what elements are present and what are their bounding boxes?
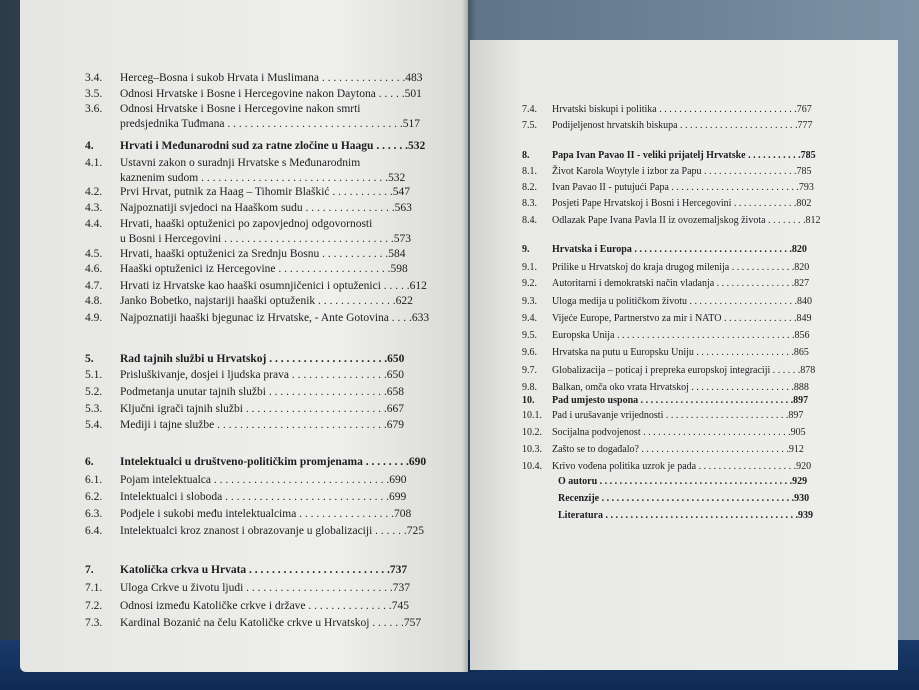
entry-number: 4.4. <box>85 218 103 230</box>
entry-number: 3.4. <box>85 72 103 84</box>
entry-number: 8.2. <box>522 182 537 193</box>
entry-title: Ključni igrači tajnih službi . . . . . . . . . . . . . . . . . . . . . . . . .667 <box>120 403 404 415</box>
entry-title: Uloga medija u političkom životu . . . . . . . . . . . . . . . . . . . . . .840 <box>552 296 812 307</box>
entry-number: 3.6. <box>85 103 103 115</box>
entry-title: Odnosi Hrvatske i Bosne i Hercegovine nakon Daytona . . . . .501 <box>120 88 422 100</box>
entry-number: 9.7. <box>522 365 537 376</box>
entry-title: Balkan, omča oko vrata Hrvatskoj . . . . . . . . . . . . . . . . . . . . .888 <box>552 382 809 393</box>
left-page <box>20 0 468 672</box>
entry-title: Uloga Crkve u životu ljudi . . . . . . . . . . . . . . . . . . . . . . . . . .737 <box>120 582 411 594</box>
entry-title: Intelektualci i sloboda . . . . . . . . . . . . . . . . . . . . . . . . . . . . .699 <box>120 491 407 503</box>
entry-number: 4.2. <box>85 186 103 198</box>
entry-number: 4.7. <box>85 280 103 292</box>
entry-title: Odnosi Hrvatske i Bosne i Hercegovine nakon smrti <box>120 103 361 115</box>
right-toc <box>470 40 898 670</box>
entry-number: 9.2. <box>522 278 537 289</box>
entry-title: Vijeće Europe, Partnerstvo za mir i NATO . . . . . . . . . . . . . . .849 <box>552 313 812 324</box>
entry-number: 9.5. <box>522 330 537 341</box>
entry-title: Pad i urušavanje vrijednosti . . . . . . . . . . . . . . . . . . . . . . . . .897 <box>552 410 804 421</box>
entry-number: 4.1. <box>85 157 103 169</box>
entry-title: Socijalna podvojenost . . . . . . . . . . . . . . . . . . . . . . . . . . . . . .905 <box>552 427 806 438</box>
entry-number: 5.1. <box>85 369 103 381</box>
entry-title: Hrvati, haaški optuženici po zapovjednoj odgovornosti <box>120 218 373 230</box>
entry-number: 9. <box>522 244 530 255</box>
entry-number: 6.2. <box>85 491 103 503</box>
entry-number: 8.1. <box>522 166 537 177</box>
entry-number: 7.2. <box>85 600 103 612</box>
entry-title: Ustavni zakon o suradnji Hrvatske s Međunarodnim <box>120 157 361 169</box>
entry-title: u Bosni i Hercegovini . . . . . . . . . . . . . . . . . . . . . . . . . . . . . .573 <box>120 233 411 245</box>
entry-number: 3.5. <box>85 88 103 100</box>
entry-title: Mediji i tajne službe . . . . . . . . . . . . . . . . . . . . . . . . . . . . . .679 <box>120 419 404 431</box>
entry-number: 4. <box>85 140 94 152</box>
entry-title: Podjele i sukobi među intelektualcima . . . . . . . . . . . . . . . . .708 <box>120 508 412 520</box>
entry-title: Hrvati iz Hrvatske kao haaški osumnjičenici i optuženici . . . . .612 <box>120 280 427 292</box>
entry-title: Literatura . . . . . . . . . . . . . . . . . . . . . . . . . . . . . . . . . . . . . . .939 <box>558 510 813 521</box>
entry-title: Podijeljenost hrvatskih biskupa . . . . . . . . . . . . . . . . . . . . . . . .777 <box>552 120 813 131</box>
entry-title: Hrvatski biskupi i politika . . . . . . . . . . . . . . . . . . . . . . . . . . . .767 <box>552 104 812 115</box>
entry-title: Ivan Pavao II - putujući Papa . . . . . . . . . . . . . . . . . . . . . . . . . .793 <box>552 182 814 193</box>
entry-title: predsjednika Tuđmana . . . . . . . . . . . . . . . . . . . . . . . . . . . . . . .517 <box>120 118 420 130</box>
entry-number: 5.4. <box>85 419 103 431</box>
entry-title: Odlazak Pape Ivana Pavla II iz ovozemaljskog života . . . . . . . .812 <box>552 215 821 226</box>
entry-title: Hrvatska i Europa . . . . . . . . . . . . . . . . . . . . . . . . . . . . . . . .820 <box>552 244 807 255</box>
entry-number: 7. <box>85 564 94 576</box>
entry-number: 10.4. <box>522 461 542 472</box>
entry-number: 7.4. <box>522 104 537 115</box>
entry-title: Prisluškivanje, dosjei i ljudska prava . . . . . . . . . . . . . . . . .650 <box>120 369 404 381</box>
entry-title: Rad tajnih službi u Hrvatskoj . . . . . . . . . . . . . . . . . . . . .650 <box>120 353 405 365</box>
entry-number: 7.1. <box>85 582 103 594</box>
entry-title: Zašto se to događalo? . . . . . . . . . . . . . . . . . . . . . . . . . . . . . .912 <box>552 444 804 455</box>
entry-title: Herceg–Bosna i sukob Hrvata i Muslimana . . . . . . . . . . . . . . .483 <box>120 72 423 84</box>
entry-title: Pojam intelektualca . . . . . . . . . . . . . . . . . . . . . . . . . . . . . . .690 <box>120 474 407 486</box>
entry-title: Hrvatska na putu u Europsku Uniju . . . . . . . . . . . . . . . . . . . .865 <box>552 347 809 358</box>
entry-number: 10.2. <box>522 427 542 438</box>
entry-number: 9.1. <box>522 262 537 273</box>
entry-number: 9.4. <box>522 313 537 324</box>
entry-number: 4.3. <box>85 202 103 214</box>
entry-number: 8.3. <box>522 198 537 209</box>
entry-title: Najpoznatiji svjedoci na Haaškom sudu . . . . . . . . . . . . . . . .563 <box>120 202 412 214</box>
entry-title: Krivo vođena politika uzrok je pada . . . . . . . . . . . . . . . . . . . .920 <box>552 461 812 472</box>
entry-title: Odnosi između Katoličke crkve i države . . . . . . . . . . . . . . .745 <box>120 600 410 612</box>
entry-title: Haaški optuženici iz Hercegovine . . . . . . . . . . . . . . . . . . . .598 <box>120 263 408 275</box>
entry-title: Kardinal Bozanić na čelu Katoličke crkve u Hrvatskoj . . . . . .757 <box>120 617 422 629</box>
entry-title: Prilike u Hrvatskoj do kraja drugog milenija . . . . . . . . . . . . .820 <box>552 262 810 273</box>
entry-title: Posjeti Pape Hrvatskoj i Bosni i Hercegovini . . . . . . . . . . . . .802 <box>552 198 812 209</box>
entry-number: 6.1. <box>85 474 103 486</box>
entry-number: 8.4. <box>522 215 537 226</box>
entry-title: Katolička crkva u Hrvata . . . . . . . . . . . . . . . . . . . . . . . . .737 <box>120 564 408 576</box>
entry-number: 6.4. <box>85 525 103 537</box>
entry-title: Intelektualci kroz znanost i obrazovanje u globalizaciji . . . . . .725 <box>120 525 425 537</box>
entry-number: 8. <box>522 150 530 161</box>
entry-number: 10.3. <box>522 444 542 455</box>
entry-number: 7.3. <box>85 617 103 629</box>
entry-number: 4.9. <box>85 312 103 324</box>
right-page <box>470 40 898 670</box>
entry-title: O autoru . . . . . . . . . . . . . . . . . . . . . . . . . . . . . . . . . . . . . . .929 <box>558 476 808 487</box>
entry-title: Recenzije . . . . . . . . . . . . . . . . . . . . . . . . . . . . . . . . . . . . . . .930 <box>558 493 810 504</box>
entry-number: 5.2. <box>85 386 103 398</box>
entry-title: Intelektualci u društveno-političkim promjenama . . . . . . . .690 <box>120 456 427 468</box>
entry-title: Europska Unija . . . . . . . . . . . . . . . . . . . . . . . . . . . . . . . . . . . .856 <box>552 330 810 341</box>
entry-number: 9.3. <box>522 296 537 307</box>
entry-title: Janko Bobetko, najstariji haaški optuženik . . . . . . . . . . . . . .622 <box>120 295 413 307</box>
entry-number: 9.8. <box>522 382 537 393</box>
entry-number: 9.6. <box>522 347 537 358</box>
entry-number: 4.8. <box>85 295 103 307</box>
entry-title: Podmetanja unutar tajnih službi . . . . . . . . . . . . . . . . . . . . .658 <box>120 386 404 398</box>
entry-number: 10. <box>522 395 535 406</box>
entry-number: 4.5. <box>85 248 103 260</box>
entry-number: 10.1. <box>522 410 542 421</box>
entry-title: Najpoznatiji haaški bjegunac iz Hrvatske, - Ante Gotovina . . . .633 <box>120 312 430 324</box>
entry-number: 6.3. <box>85 508 103 520</box>
entry-number: 5. <box>85 353 94 365</box>
entry-number: 6. <box>85 456 94 468</box>
entry-title: Autoritarni i demokratski način vladanja . . . . . . . . . . . . . . . .827 <box>552 278 810 289</box>
entry-number: 4.6. <box>85 263 103 275</box>
entry-title: Hrvati i Međunarodni sud za ratne zločine u Haagu . . . . . .532 <box>120 140 426 152</box>
entry-title: Papa Ivan Pavao II - veliki prijatelj Hrvatske . . . . . . . . . . .785 <box>552 150 816 161</box>
entry-title: kaznenim sudom . . . . . . . . . . . . . . . . . . . . . . . . . . . . . . . . .532 <box>120 172 406 184</box>
entry-title: Hrvati, haaški optuženici za Srednju Bosnu . . . . . . . . . . . .584 <box>120 248 406 260</box>
entry-title: Prvi Hrvat, putnik za Haag – Tihomir Blaškić . . . . . . . . . . .547 <box>120 186 411 198</box>
entry-title: Pad umjesto uspona . . . . . . . . . . . . . . . . . . . . . . . . . . . . . . .897 <box>552 395 809 406</box>
entry-number: 7.5. <box>522 120 537 131</box>
left-toc <box>20 0 468 672</box>
entry-number: 5.3. <box>85 403 103 415</box>
entry-title: Život Karola Woytyle i izbor za Papu . . . . . . . . . . . . . . . . . . .785 <box>552 166 812 177</box>
entry-title: Globalizacija – poticaj i prepreka europskoj integraciji . . . . . .878 <box>552 365 816 376</box>
